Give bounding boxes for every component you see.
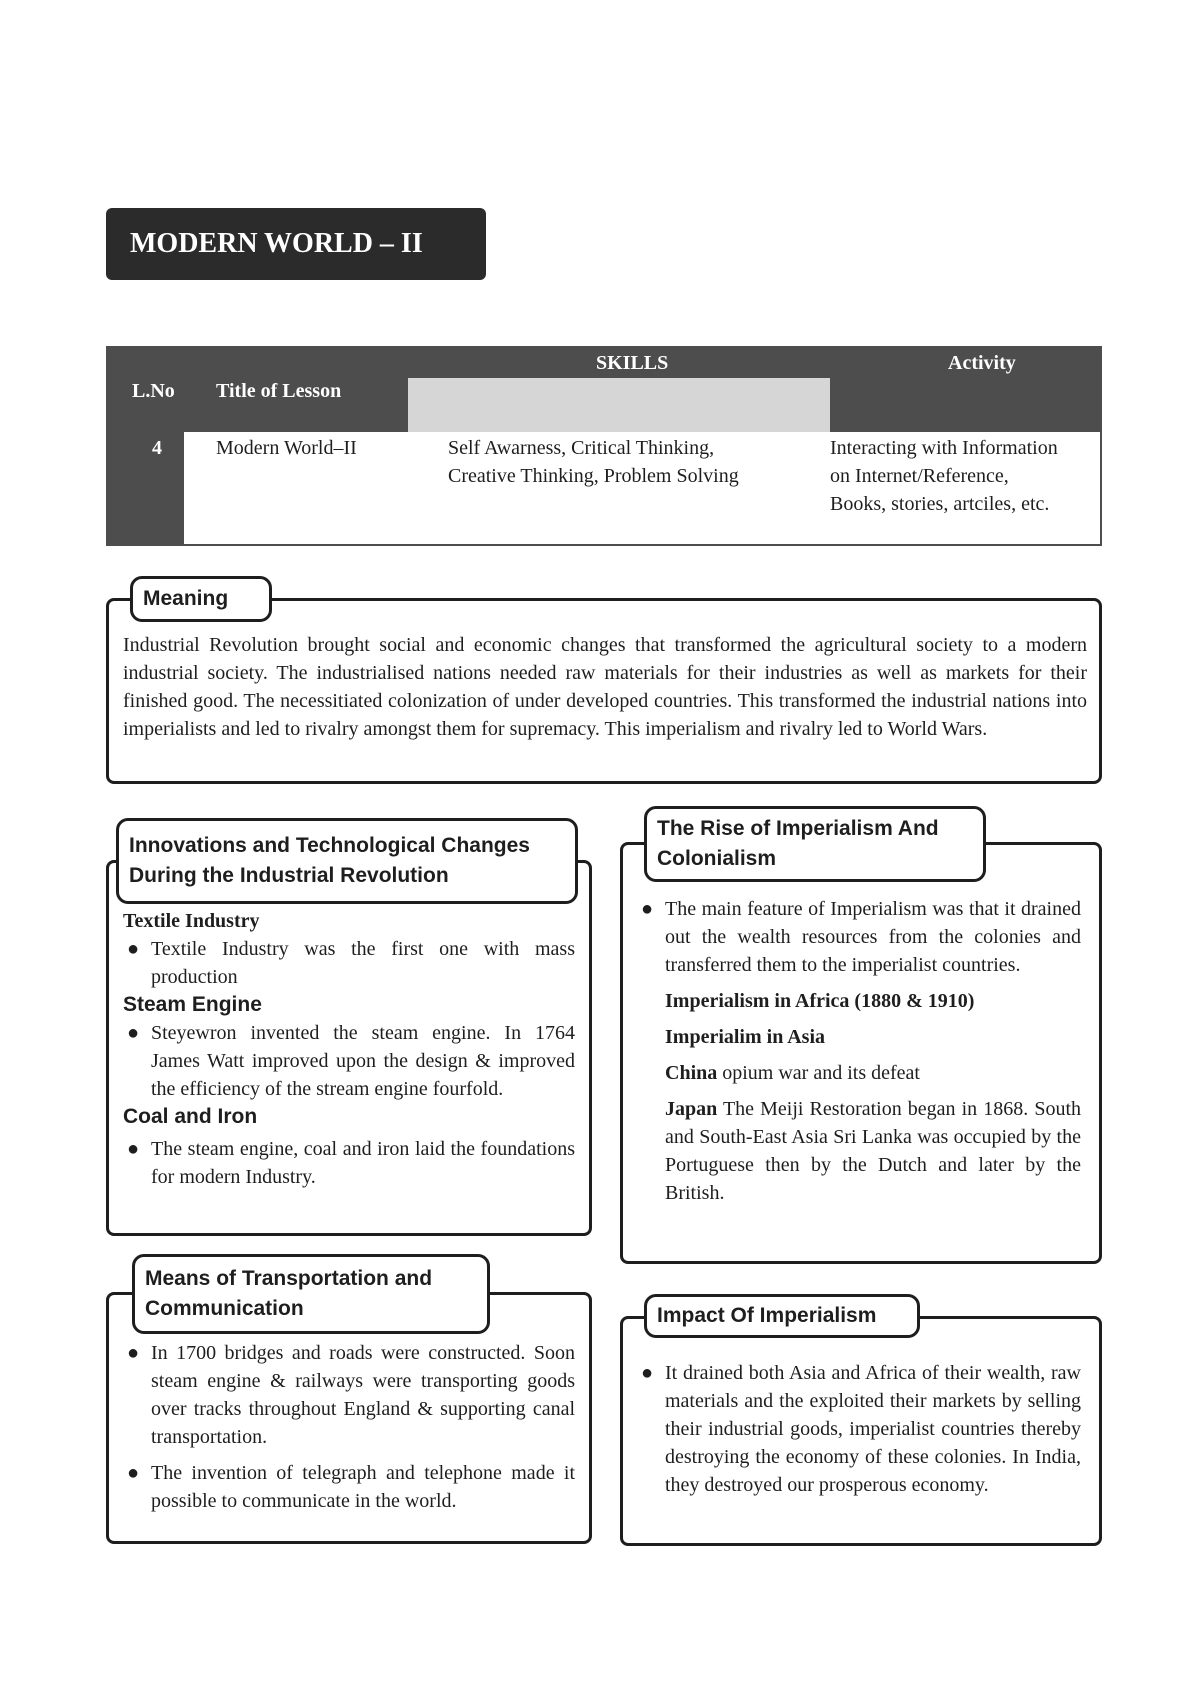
coal-text: The steam engine, coal and iron laid the foundations for modern Industry. bbox=[151, 1138, 575, 1188]
row-skills bbox=[448, 434, 739, 490]
impact-box bbox=[620, 1316, 1102, 1546]
list-item bbox=[123, 1135, 575, 1191]
china-line bbox=[637, 1059, 1081, 1087]
imperialism-label-line: Colonialism bbox=[657, 847, 777, 870]
list-item bbox=[123, 935, 575, 991]
meaning-text: Industrial Revolution brought social and economic changes that transformed the agricultural society to a modern industrial society. The industrialised nations needed raw materials for their industries as well as markets for their finished good. The necessitiated colonization of under developed countries. This transformed the industrial nations into imperialists and led to rivalry amongst them for supremacy. This imperialism and rivalry led to World Wars. bbox=[123, 634, 1087, 740]
row-activity-line: Interacting with Information bbox=[830, 437, 1058, 459]
transport-label bbox=[132, 1254, 490, 1334]
list-item bbox=[123, 1019, 575, 1103]
row-activity-line: on Internet/Reference, bbox=[830, 465, 1009, 487]
textile-heading: Textile Industry bbox=[123, 910, 260, 932]
china-text: opium war and its defeat bbox=[717, 1062, 920, 1084]
steam-heading: Steam Engine bbox=[123, 993, 262, 1016]
impact-content bbox=[637, 1359, 1081, 1499]
transport-content bbox=[123, 1339, 575, 1515]
list-item bbox=[637, 895, 1081, 979]
lesson-table bbox=[106, 346, 1102, 546]
bullet-icon: ● bbox=[641, 1362, 654, 1384]
textile-text: Textile Industry was the first one with mass production bbox=[151, 938, 575, 988]
bullet-icon: ● bbox=[127, 938, 140, 960]
asia-heading: Imperialim in Asia bbox=[665, 1026, 826, 1048]
list-item bbox=[123, 1339, 575, 1451]
china-label: China bbox=[665, 1062, 718, 1084]
meaning-box bbox=[106, 598, 1102, 784]
africa-heading: Imperialism in Africa (1880 & 1910) bbox=[665, 990, 975, 1012]
chapter-title: MODERN WORLD – II bbox=[106, 208, 486, 280]
header-skills: SKILLS bbox=[596, 352, 669, 374]
innovations-label-line: During the Industrial Revolution bbox=[129, 864, 449, 887]
bullet-icon: ● bbox=[641, 898, 654, 920]
bullet-icon: ● bbox=[127, 1138, 140, 1160]
imperialism-label bbox=[644, 806, 986, 882]
steam-text: Steyewron invented the steam engine. In 1764 James Watt improved upon the design & improved the efficiency of the stream engine fourfold. bbox=[151, 1022, 575, 1100]
bullet-icon: ● bbox=[127, 1462, 140, 1484]
japan-label: Japan bbox=[665, 1098, 718, 1120]
imperialism-content bbox=[637, 895, 1081, 1207]
imperialism-box bbox=[620, 842, 1102, 1264]
japan-line bbox=[637, 1095, 1081, 1207]
impact-label: Impact Of Imperialism bbox=[644, 1294, 920, 1338]
header-lno: L.No bbox=[132, 380, 175, 402]
imperialism-text: The main feature of Imperialism was that it drained out the wealth resources from the colonies and transferred them to the imperialist countries. bbox=[665, 898, 1081, 976]
bullet-icon: ● bbox=[127, 1022, 140, 1044]
row-title: Modern World–II bbox=[216, 437, 357, 459]
imperialism-label-line: The Rise of Imperialism And bbox=[657, 817, 939, 840]
telegraph-text: The invention of telegraph and telephone made it possible to communicate in the world. bbox=[151, 1462, 575, 1512]
innovations-box bbox=[106, 860, 592, 1236]
row-activity-line: Books, stories, artciles, etc. bbox=[830, 493, 1050, 515]
row-lno: 4 bbox=[152, 437, 162, 459]
meaning-label: Meaning bbox=[130, 576, 272, 622]
row-skills-line: Creative Thinking, Problem Solving bbox=[448, 465, 739, 487]
skills-subheader-cell bbox=[408, 378, 830, 432]
header-title: Title of Lesson bbox=[216, 380, 342, 402]
innovations-label-line: Innovations and Technological Changes bbox=[129, 834, 530, 857]
lno-column-shade bbox=[106, 432, 184, 546]
innovations-label bbox=[116, 818, 578, 904]
coal-heading: Coal and Iron bbox=[123, 1105, 258, 1128]
transport-text: In 1700 bridges and roads were constructed. Soon steam engine & railways were transporting goods over tracks throughout England & supporting canal transportation. bbox=[151, 1342, 575, 1448]
list-item bbox=[123, 1459, 575, 1515]
header-activity: Activity bbox=[948, 352, 1016, 374]
transport-label-line: Means of Transportation and bbox=[145, 1267, 433, 1290]
row-activity bbox=[830, 434, 1058, 518]
innovations-content bbox=[123, 907, 575, 1191]
bullet-icon: ● bbox=[127, 1342, 140, 1364]
list-item bbox=[637, 1359, 1081, 1499]
impact-text: It drained both Asia and Africa of their wealth, raw materials and the exploited their markets by selling their industrial goods, imperialist countries thereby destroying the economy of these colonies. In India, they destroyed our prosperous economy. bbox=[665, 1362, 1081, 1496]
row-skills-line: Self Awarness, Critical Thinking, bbox=[448, 437, 715, 459]
transport-label-line: Communication bbox=[145, 1297, 304, 1320]
japan-text: The Meiji Restoration began in 1868. South and South-East Asia Sri Lanka was occupied by the Portuguese then by the Dutch and later by the British. bbox=[665, 1098, 1081, 1204]
